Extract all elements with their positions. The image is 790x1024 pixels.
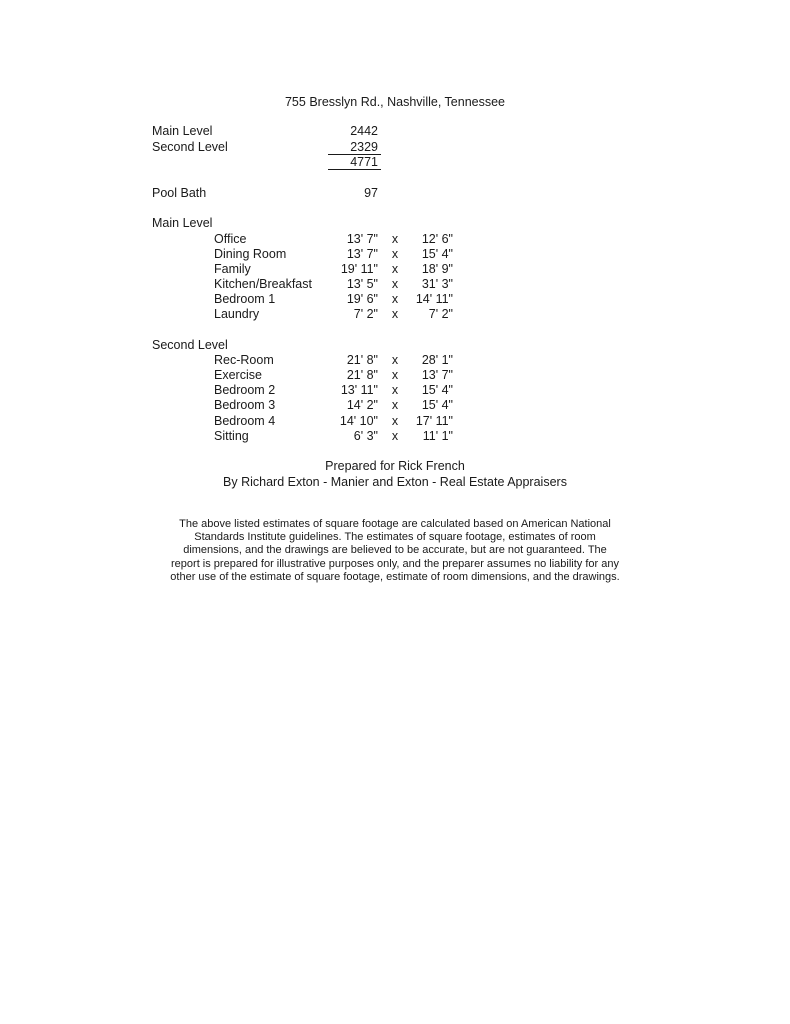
room-dim-b: 7' 2" [428, 307, 453, 321]
room-name: Bedroom 3 [214, 398, 276, 412]
prepared-for: Prepared for Rick French [325, 459, 465, 473]
room-name: Laundry [214, 307, 260, 321]
room-dim-x: x [391, 398, 399, 412]
second-level-heading: Second Level [152, 338, 228, 352]
room-dim-a: 7' 2" [353, 307, 378, 321]
room-dim-x: x [391, 307, 399, 321]
room-dim-x: x [391, 368, 399, 382]
room-dim-x: x [391, 292, 399, 306]
room-dim-a: 13' 11" [340, 383, 378, 397]
room-dim-a: 14' 2" [346, 398, 378, 412]
page-title: 755 Bresslyn Rd., Nashville, Tennessee [284, 95, 506, 109]
pool-bath-label: Pool Bath [152, 186, 207, 200]
room-dim-a: 13' 7" [346, 232, 378, 246]
room-dim-a: 21' 8" [346, 368, 378, 382]
room-dim-x: x [391, 383, 399, 397]
disclaimer-line: dimensions, and the drawings are believed to be accurate, but are not guaranteed. The [183, 544, 607, 557]
room-dim-b: 14' 11" [415, 292, 453, 306]
sum-total-value: 4771 [350, 155, 378, 169]
room-dim-a: 19' 6" [346, 292, 378, 306]
sum-rule-bottom [328, 169, 381, 170]
pool-bath-value: 97 [364, 186, 378, 200]
room-dim-x: x [391, 262, 399, 276]
room-dim-a: 19' 11" [340, 262, 378, 276]
prepared-by: By Richard Exton - Manier and Exton - Real Estate Appraisers [223, 475, 567, 489]
room-name: Bedroom 2 [214, 383, 276, 397]
main-level-total-value: 2442 [350, 124, 378, 138]
main-level-total-label: Main Level [152, 124, 213, 138]
second-level-total-label: Second Level [152, 140, 228, 154]
disclaimer-line: other use of the estimate of square footage, estimate of room dimensions, and the drawings. [170, 570, 620, 583]
disclaimer [150, 518, 640, 584]
room-name: Bedroom 4 [214, 414, 276, 428]
room-dim-x: x [391, 414, 399, 428]
room-name: Bedroom 1 [214, 292, 276, 306]
room-name: Office [214, 232, 247, 246]
room-dim-a: 21' 8" [346, 353, 378, 367]
room-dim-b: 17' 11" [415, 414, 453, 428]
room-name: Kitchen/Breakfast [214, 277, 312, 291]
room-dim-b: 28' 1" [421, 353, 453, 367]
main-level-heading: Main Level [152, 216, 213, 230]
room-dim-a: 13' 7" [346, 247, 378, 261]
room-dim-x: x [391, 232, 399, 246]
room-dim-x: x [391, 353, 399, 367]
second-level-total-value: 2329 [350, 140, 378, 154]
room-dim-x: x [391, 277, 399, 291]
room-name: Family [214, 262, 251, 276]
room-dim-x: x [391, 247, 399, 261]
room-name: Exercise [214, 368, 262, 382]
room-dim-b: 12' 6" [421, 232, 453, 246]
disclaimer-line: report is prepared for illustrative purposes only, and the preparer assumes no liability for any [171, 557, 619, 570]
room-dim-b: 15' 4" [421, 247, 453, 261]
room-dim-b: 13' 7" [421, 368, 453, 382]
room-dim-b: 18' 9" [421, 262, 453, 276]
disclaimer-line: The above listed estimates of square footage are calculated based on American National [179, 518, 611, 530]
room-dim-a: 14' 10" [339, 414, 378, 428]
room-dim-a: 6' 3" [353, 429, 378, 443]
room-dim-b: 31' 3" [421, 277, 453, 291]
disclaimer-line: Standards Institute guidelines. The estimates of square footage, estimates of room [194, 531, 596, 544]
room-name: Dining Room [214, 247, 287, 261]
room-name: Rec-Room [214, 353, 274, 367]
room-dim-a: 13' 5" [346, 277, 378, 291]
room-dim-x: x [391, 429, 399, 443]
room-dim-b: 11' 1" [422, 429, 453, 443]
room-dim-b: 15' 4" [421, 398, 453, 412]
room-dim-b: 15' 4" [421, 383, 453, 397]
room-name: Sitting [214, 429, 249, 443]
